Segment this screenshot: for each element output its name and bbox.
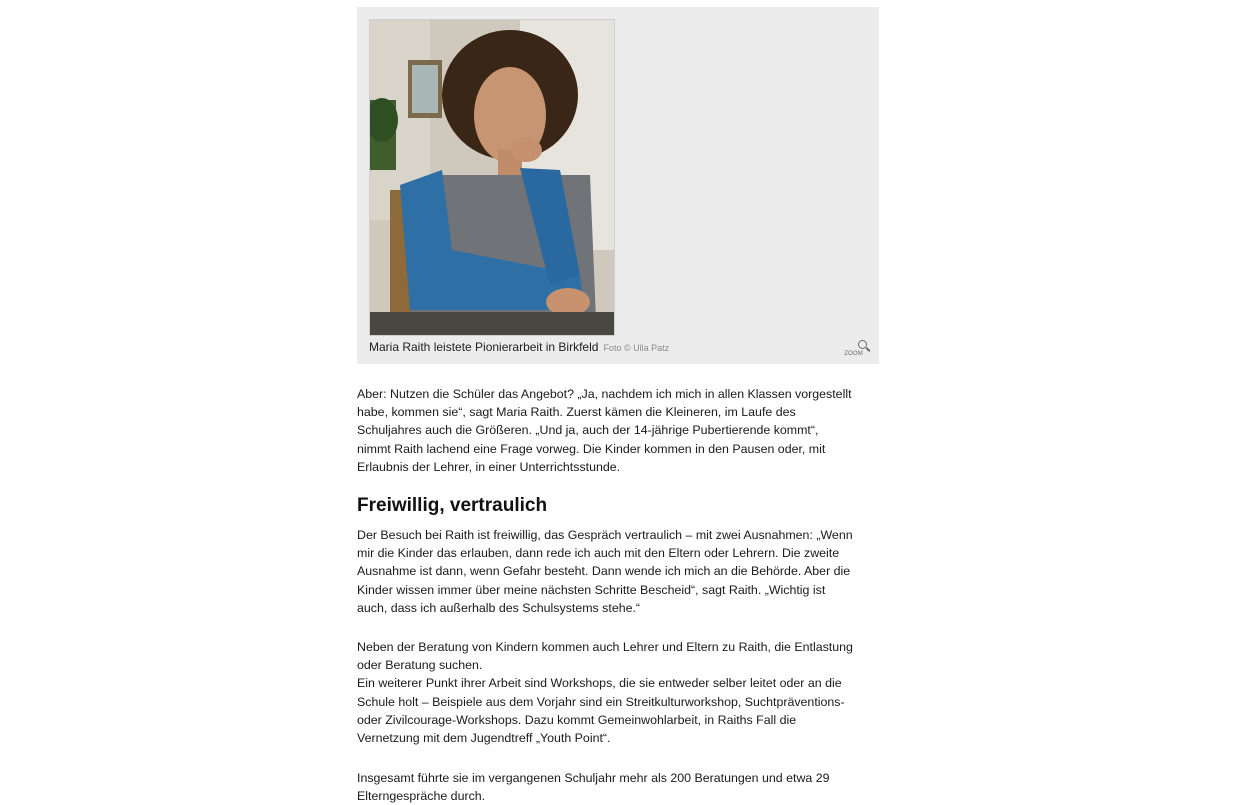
- text-line: mir die Kinder das erlauben, dann rede ich auch mit den Eltern oder Lehrern. Die zweite: [357, 546, 840, 561]
- text-line: Elterngespräche durch.: [357, 789, 486, 804]
- paragraph-1: [357, 385, 879, 476]
- caption-text: Maria Raith leistete Pionierarbeit in Birkfeld: [369, 340, 599, 354]
- text-line: Neben der Beratung von Kindern kommen auch Lehrer und Eltern zu Raith, die Entlastung: [357, 640, 853, 654]
- photo-caption: [369, 340, 669, 354]
- paragraph-2: [357, 526, 879, 617]
- text-line: Ein weiterer Punkt ihrer Arbeit sind Workshops, die sie entweder selber leitet oder an die: [357, 676, 842, 691]
- text-line: Erlaubnis der Lehrer, in einer Unterrichtsstunde.: [357, 459, 621, 474]
- zoom-button[interactable]: [843, 339, 869, 357]
- text-line: Insgesamt führte sie im vergangenen Schuljahr mehr als 200 Beratungen und etwa 29: [357, 771, 830, 785]
- text-line: Vernetzung mit dem Jugendtreff „Youth Point“.: [357, 731, 611, 746]
- text-line: Aber: Nutzen die Schüler das Angebot? „Ja, nachdem ich mich in allen Klassen vorgestellt: [357, 387, 852, 401]
- text-line: habe, kommen sie“, sagt Maria Raith. Zuerst kämen die Kleineren, im Laufe des: [357, 405, 796, 420]
- text-line: auch, dass ich außerhalb des Schulsystems stehe.“: [357, 600, 641, 615]
- photo-credit: Foto © Ulla Patz: [603, 343, 670, 353]
- zoom-label: ZOOM: [844, 351, 863, 357]
- text-line: Schuljahres auch die Größeren. „Und ja, auch der 14-jährige Pubertierende kommt“,: [357, 423, 819, 438]
- section-heading: Freiwillig, vertraulich: [357, 495, 548, 516]
- text-line: Kinder wissen immer über meine nächsten Schritte Bescheid“, sagt Raith. „Wichtig ist: [357, 582, 826, 597]
- text-line: oder Beratung suchen.: [357, 658, 483, 673]
- text-line: oder Zivilcourage-Workshops. Dazu kommt Gemeinwohlarbeit, in Raiths Fall die: [357, 712, 797, 727]
- text-line: Der Besuch bei Raith ist freiwillig, das Gespräch vertraulich – mit zwei Ausnahmen: „Wenn: [357, 528, 853, 542]
- text-line: nimmt Raith lachend eine Frage vorweg. Die Kinder kommen in den Pausen oder, mit: [357, 441, 826, 456]
- text-line: Schule holt – Beispiele aus dem Vorjahr sind ein Streitkulturworkshop, Suchtpräventions-: [357, 694, 845, 709]
- portrait-photo[interactable]: [369, 19, 615, 336]
- paragraph-4: [357, 769, 879, 805]
- paragraph-3: [357, 638, 879, 747]
- text-line: Ausnahme ist dann, wenn Gefahr besteht. Dann wende ich mich an die Behörde. Aber die: [357, 564, 851, 579]
- photo-figure: [357, 7, 879, 364]
- magnifier-icon: [858, 340, 867, 349]
